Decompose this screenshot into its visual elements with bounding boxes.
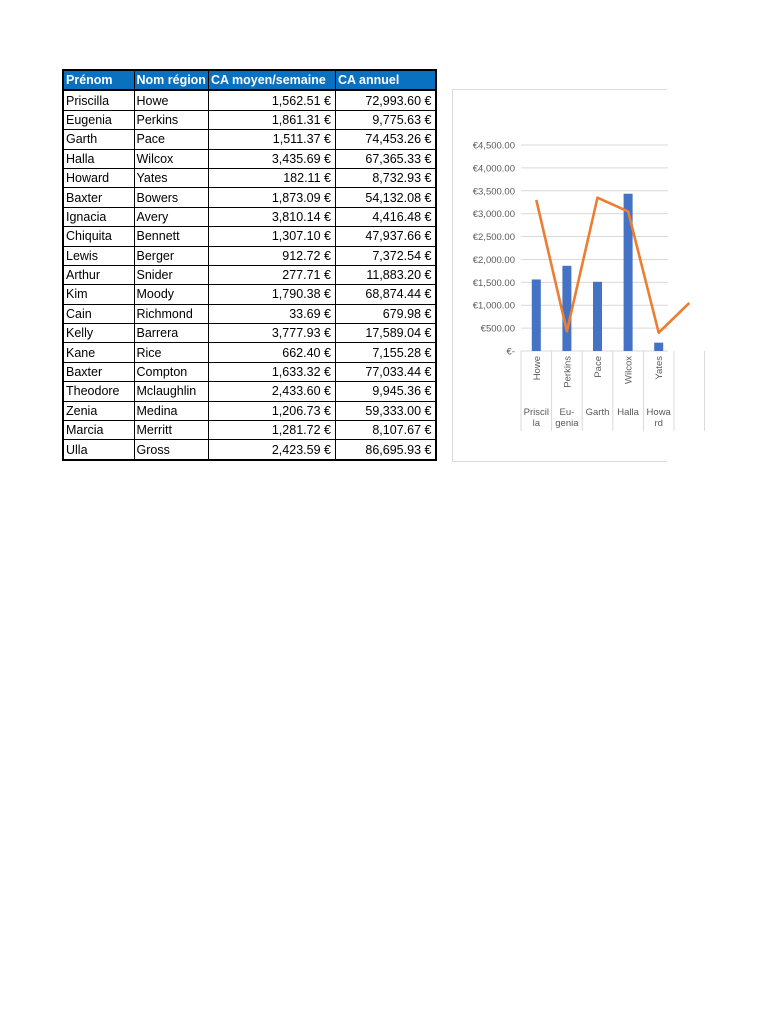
cell-nom-region[interactable]: Howe xyxy=(134,90,208,110)
category-label: Perkins xyxy=(562,356,574,388)
cell-ca-moyen[interactable]: 2,433.60 € xyxy=(208,382,335,401)
cell-prenom[interactable]: Baxter xyxy=(63,188,134,207)
cell-nom-region[interactable]: Mclaughlin xyxy=(134,382,208,401)
cell-nom-region[interactable]: Compton xyxy=(134,362,208,381)
cell-nom-region[interactable]: Snider xyxy=(134,265,208,284)
table-row xyxy=(63,149,436,168)
cell-nom-region[interactable]: Barrera xyxy=(134,324,208,343)
cell-nom-region[interactable]: Merritt xyxy=(134,421,208,440)
cell-ca-moyen[interactable]: 1,562.51 € xyxy=(208,90,335,110)
y-tick-label: €2,000.00 xyxy=(472,254,515,266)
table-row xyxy=(63,265,436,284)
category-group-label: rd xyxy=(654,418,663,429)
combo-chart xyxy=(453,90,671,463)
y-tick-label: €4,000.00 xyxy=(472,163,515,175)
table-row xyxy=(63,440,436,460)
cell-ca-annuel[interactable]: 67,365.33 € xyxy=(335,149,436,168)
category-group-label: Garth xyxy=(585,407,610,418)
y-tick-label: €500.00 xyxy=(480,323,515,335)
table-row xyxy=(63,90,436,110)
cell-ca-annuel[interactable]: 679.98 € xyxy=(335,304,436,323)
cell-ca-annuel[interactable]: 47,937.66 € xyxy=(335,227,436,246)
header-cell-nom-region[interactable]: Nom région xyxy=(134,70,208,90)
category-label: Howe xyxy=(531,356,543,381)
cell-ca-annuel[interactable]: 17,589.04 € xyxy=(335,324,436,343)
table-row xyxy=(63,382,436,401)
y-tick-label: €1,000.00 xyxy=(472,300,515,312)
table-row xyxy=(63,343,436,362)
cell-prenom[interactable]: Chiquita xyxy=(63,227,134,246)
cell-ca-annuel[interactable]: 8,107.67 € xyxy=(335,421,436,440)
cell-ca-annuel[interactable]: 86,695.93 € xyxy=(335,440,436,460)
category-group-label: Halla xyxy=(617,407,639,418)
cell-ca-annuel[interactable]: 68,874.44 € xyxy=(335,285,436,304)
cell-ca-moyen[interactable]: 182.11 € xyxy=(208,168,335,187)
category-group-label: la xyxy=(532,418,541,429)
cell-nom-region[interactable]: Avery xyxy=(134,207,208,226)
sales-table xyxy=(62,69,437,461)
cell-nom-region[interactable]: Bowers xyxy=(134,188,208,207)
cell-ca-moyen[interactable]: 1,861.31 € xyxy=(208,110,335,129)
cell-ca-annuel[interactable]: 72,993.60 € xyxy=(335,90,436,110)
table-row xyxy=(63,285,436,304)
table-row xyxy=(63,110,436,129)
table-row xyxy=(63,362,436,381)
cell-ca-moyen[interactable]: 3,810.14 € xyxy=(208,207,335,226)
cell-prenom[interactable]: Priscilla xyxy=(63,90,134,110)
cell-nom-region[interactable]: Rice xyxy=(134,343,208,362)
cell-ca-moyen[interactable]: 1,281.72 € xyxy=(208,421,335,440)
cell-ca-moyen[interactable]: 277.71 € xyxy=(208,265,335,284)
table-row xyxy=(63,304,436,323)
header-row xyxy=(63,70,436,90)
cell-ca-annuel[interactable]: 9,945.36 € xyxy=(335,382,436,401)
cell-ca-moyen[interactable]: 1,873.09 € xyxy=(208,188,335,207)
cell-ca-annuel[interactable]: 59,333.00 € xyxy=(335,401,436,420)
chart-panel[interactable] xyxy=(452,89,671,462)
cell-nom-region[interactable]: Wilcox xyxy=(134,149,208,168)
header-cell-ca-moyen[interactable]: CA moyen/semaine xyxy=(208,70,335,90)
cell-prenom[interactable]: Cain xyxy=(63,304,134,323)
cell-ca-moyen[interactable]: 1,511.37 € xyxy=(208,130,335,149)
cell-nom-region[interactable]: Perkins xyxy=(134,110,208,129)
category-label: Yates xyxy=(654,356,666,380)
cell-prenom[interactable]: Ignacia xyxy=(63,207,134,226)
table-row xyxy=(63,421,436,440)
cell-ca-moyen[interactable]: 3,777.93 € xyxy=(208,324,335,343)
cell-prenom[interactable]: Marcia xyxy=(63,421,134,440)
bar-wilcox xyxy=(624,194,633,351)
y-tick-label: €2,500.00 xyxy=(472,232,515,244)
table-row xyxy=(63,130,436,149)
category-label: Wilcox xyxy=(623,356,635,384)
cell-prenom[interactable]: Zenia xyxy=(63,401,134,420)
cell-ca-moyen[interactable]: 2,423.59 € xyxy=(208,440,335,460)
cell-prenom[interactable]: Howard xyxy=(63,168,134,187)
table-row xyxy=(63,188,436,207)
category-group-label: Eu- xyxy=(559,407,575,418)
cell-ca-moyen[interactable]: 912.72 € xyxy=(208,246,335,265)
cell-ca-moyen[interactable]: 1,206.73 € xyxy=(208,401,335,420)
cell-ca-moyen[interactable]: 662.40 € xyxy=(208,343,335,362)
cell-prenom[interactable]: Garth xyxy=(63,130,134,149)
table-row xyxy=(63,207,436,226)
cell-prenom[interactable]: Baxter xyxy=(63,362,134,381)
cell-ca-annuel[interactable]: 11,883.20 € xyxy=(335,265,436,284)
cell-ca-annuel[interactable]: 7,372.54 € xyxy=(335,246,436,265)
category-group-label: Priscil xyxy=(523,407,549,418)
cell-prenom[interactable]: Halla xyxy=(63,149,134,168)
bar-pace xyxy=(593,282,602,351)
cell-nom-region[interactable]: Gross xyxy=(134,440,208,460)
cell-prenom[interactable]: Theodore xyxy=(63,382,134,401)
cell-ca-moyen[interactable]: 1,633.32 € xyxy=(208,362,335,381)
category-group-label: genia xyxy=(555,418,579,429)
cell-ca-annuel[interactable]: 7,155.28 € xyxy=(335,343,436,362)
cell-ca-moyen[interactable]: 1,790.38 € xyxy=(208,285,335,304)
table-row xyxy=(63,324,436,343)
cell-ca-annuel[interactable]: 54,132.08 € xyxy=(335,188,436,207)
table-row xyxy=(63,401,436,420)
cell-ca-annuel[interactable]: 8,732.93 € xyxy=(335,168,436,187)
cell-ca-moyen[interactable]: 1,307.10 € xyxy=(208,227,335,246)
y-tick-label: €- xyxy=(506,346,515,358)
cell-nom-region[interactable]: Pace xyxy=(134,130,208,149)
y-tick-label: €3,500.00 xyxy=(472,186,515,198)
line-series xyxy=(536,198,689,333)
y-tick-label: €1,500.00 xyxy=(472,277,515,289)
cell-ca-annuel[interactable]: 74,453.26 € xyxy=(335,130,436,149)
cell-prenom[interactable]: Lewis xyxy=(63,246,134,265)
cell-ca-moyen[interactable]: 3,435.69 € xyxy=(208,149,335,168)
table-row xyxy=(63,227,436,246)
bar-perkins xyxy=(562,266,571,351)
cell-nom-region[interactable]: Bennett xyxy=(134,227,208,246)
cell-nom-region[interactable]: Medina xyxy=(134,401,208,420)
cell-prenom[interactable]: Kane xyxy=(63,343,134,362)
y-tick-label: €4,500.00 xyxy=(472,140,515,152)
cell-prenom[interactable]: Ulla xyxy=(63,440,134,460)
cell-prenom[interactable]: Arthur xyxy=(63,265,134,284)
cell-nom-region[interactable]: Moody xyxy=(134,285,208,304)
y-tick-label: €3,000.00 xyxy=(472,209,515,221)
cell-nom-region[interactable]: Yates xyxy=(134,168,208,187)
category-label: Pace xyxy=(593,356,604,378)
cell-ca-annuel[interactable]: 4,416.48 € xyxy=(335,207,436,226)
cell-nom-region[interactable]: Richmond xyxy=(134,304,208,323)
cell-nom-region[interactable]: Berger xyxy=(134,246,208,265)
bar-yates xyxy=(654,343,663,351)
cell-prenom[interactable]: Kelly xyxy=(63,324,134,343)
header-cell-prenom[interactable]: Prénom xyxy=(63,70,134,90)
cell-ca-annuel[interactable]: 9,775.63 € xyxy=(335,110,436,129)
table-row xyxy=(63,168,436,187)
cell-ca-moyen[interactable]: 33.69 € xyxy=(208,304,335,323)
category-group-label: Howa xyxy=(646,407,671,418)
cell-prenom[interactable]: Kim xyxy=(63,285,134,304)
header-cell-ca-annuel[interactable]: CA annuel xyxy=(335,70,436,90)
table-row xyxy=(63,246,436,265)
cell-prenom[interactable]: Eugenia xyxy=(63,110,134,129)
bar-howe xyxy=(532,279,541,351)
cell-ca-annuel[interactable]: 77,033.44 € xyxy=(335,362,436,381)
